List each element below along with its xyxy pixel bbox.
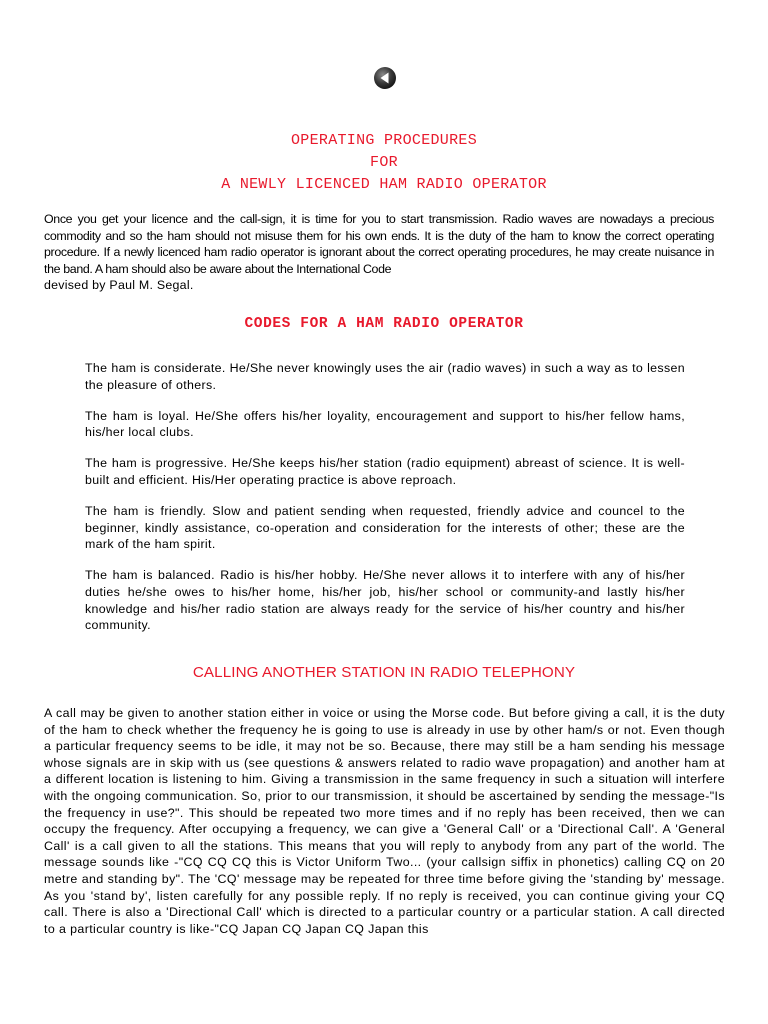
intro-text: Once you get your licence and the call-sign, it is time for you to start transmission. Radio waves are nowadays a precious commodity and so the ham should not misuse them for his own ends. It is the duty of the ham to know the correct operating procedure. If a newly licenced ham radio operator is ignorant about the correct operating procedures, he may create nuisance in the band. A ham should also be aware about the International Code (44, 212, 714, 276)
page-title (0, 130, 768, 196)
code-item: The ham is considerate. He/She never knowingly uses the air (radio waves) in such a way as to lessen the pleasure of others. (85, 361, 685, 392)
title-line-2: FOR (370, 154, 398, 171)
calling-paragraph: A call may be given to another station either in voice or using the Morse code. But before giving a call, it is the duty of the ham to check whether the frequency he is going to use is already in use by other ham/s or not. Even though a particular frequency seems to be idle, it may not be so. Because, there may still be a ham sending his message whose signals are in skip with us (see questions & answers related to radio wave propagation) and another ham at a different location is listening to him. Giving a transmission in the same frequency in such a situation will interfere with the ongoing communication. So, prior to our transmission, it should be ascertained by sending the message-"Is the frequency in use?". This should be repeated two more times and if no reply has been received, then we can occupy the frequency. After occupying a frequency, we can give a 'General Call' or a 'Directional Call'. A 'General Call' is a call given to all the stations. This means that you will reply to anybody from any part of the world. The message sounds like -"CQ CQ CQ this is Victor Uniform Two... (your callsign siffix in phonetics) calling CQ on 20 metre and standing by". The 'CQ' message may be repeated for three time before giving the 'standing by' message. As you 'stand by', listen carefully for any possible reply. If no reply is received, you can continue giving your CQ call. There is also a 'Directional Call' which is directed to a particular country or a particular station. A call directed to a particular country is like-"CQ Japan CQ Japan CQ Japan this (44, 706, 725, 936)
code-item: The ham is progressive. He/She keeps his/her station (radio equipment) abreast of science. It is well-built and efficient. His/Her operating practice is above reproach. (85, 456, 685, 487)
title-line-1: OPERATING PROCEDURES (290, 132, 478, 149)
codes-list (85, 360, 685, 648)
code-item: The ham is friendly. Slow and patient sending when requested, friendly advice and councel to the beginner, kindly assistance, co-operation and consideration for the interests of other; these are the mark of the ham spirit. (85, 504, 685, 552)
calling-heading: CALLING ANOTHER STATION IN RADIO TELEPHONY (192, 664, 576, 681)
back-button[interactable] (373, 66, 397, 90)
codes-heading: CODES FOR A HAM RADIO OPERATOR (244, 316, 524, 332)
intro-paragraph (44, 211, 714, 294)
title-line-3: A NEWLY LICENCED HAM RADIO OPERATOR (221, 176, 547, 193)
back-arrow-icon (373, 66, 397, 90)
intro-last-line: devised by Paul M. Segal. (44, 278, 194, 293)
code-item: The ham is balanced. Radio is his/her hobby. He/She never allows it to interfere with any of his/her duties he/she owes to his/her home, his/her job, his/her school or community-and lastly his/her knowledge and his/her radio station are always ready for the service of his/her country and his/her community. (85, 568, 685, 633)
code-item: The ham is loyal. He/She offers his/her loyality, encouragement and support to his/her fellow hams, his/her local clubs. (85, 408, 685, 440)
